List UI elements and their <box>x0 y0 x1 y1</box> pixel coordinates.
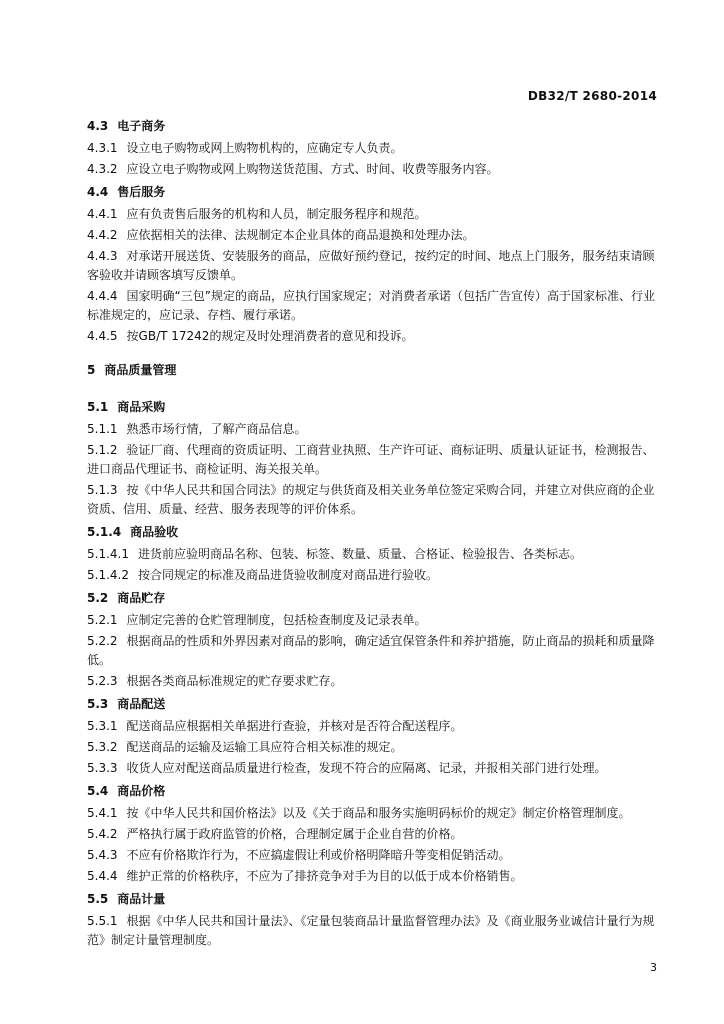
clause-number: 5.3.1 <box>87 719 118 733</box>
clause-paragraph <box>87 759 657 778</box>
clause-text: 按《中华人民共和国合同法》的规定与供货商及相关业务单位签定采购合同，并建立对供应商的企业资质、信用、质量、经营、服务表现等的评价体系。 <box>87 483 655 516</box>
clause-text: 应制定完善的仓贮管理制度，包括检查制度及记录表单。 <box>126 613 427 627</box>
clause-number: 5.1.4.2 <box>87 568 129 582</box>
clause-number: 4.3.2 <box>87 162 118 176</box>
clause-number: 5.1.3 <box>87 483 118 497</box>
clause-text: 不应有价格欺诈行为，不应搞虚假让利或价格明降暗升等变相促销活动。 <box>126 848 511 862</box>
clause-text: 国家明确“三包”规定的商品，应执行国家规定；对消费者承诺（包括广告宣传）高于国家标准、行业标准规定的，应记录、存档、履行承诺。 <box>87 289 655 322</box>
clause-number: 5.2.2 <box>87 634 118 648</box>
clause-number: 5 <box>87 363 96 377</box>
clause-number: 4.4.3 <box>87 249 118 263</box>
section-heading <box>87 523 657 542</box>
clause-number: 5.1 <box>87 400 109 414</box>
clause-paragraph <box>87 566 657 585</box>
clause-paragraph <box>87 912 657 950</box>
clause-number: 5.4.1 <box>87 806 118 820</box>
clause-number: 4.4.4 <box>87 289 118 303</box>
clause-paragraph <box>87 287 657 325</box>
clause-number: 5.1.2 <box>87 443 118 457</box>
clause-number: 5.4.2 <box>87 827 118 841</box>
document-body <box>87 117 657 950</box>
clause-number: 5.5 <box>87 892 109 906</box>
clause-text: 按GB/T 17242的规定及时处理消费者的意见和投诉。 <box>126 329 414 343</box>
clause-text: 根据《中华人民共和国计量法》、《定量包装商品计量监督管理办法》及《商业服务业诚信计量行为规范》制定计量管理制度。 <box>87 914 655 947</box>
clause-text: 对承诺开展送货、安装服务的商品，应做好预约登记，按约定的时间、地点上门服务，服务结束请顾客验收并请顾客填写反馈单。 <box>87 249 655 282</box>
clause-number: 4.4.1 <box>87 207 118 221</box>
clause-paragraph <box>87 717 657 736</box>
clause-paragraph <box>87 441 657 479</box>
clause-paragraph <box>87 139 657 158</box>
clause-text: 商品配送 <box>117 697 166 711</box>
clause-number: 4.4.5 <box>87 329 118 343</box>
clause-paragraph <box>87 867 657 886</box>
section-heading <box>87 695 657 714</box>
clause-text: 应依据相关的法律、法规制定本企业具体的商品退换和处理办法。 <box>126 228 475 242</box>
clause-paragraph <box>87 545 657 564</box>
clause-paragraph <box>87 420 657 439</box>
page-number: 3 <box>650 961 657 974</box>
clause-number: 5.2 <box>87 591 109 605</box>
clause-number: 4.3 <box>87 119 109 133</box>
clause-number: 5.4.4 <box>87 869 118 883</box>
clause-paragraph <box>87 738 657 757</box>
clause-text: 进货前应验明商品名称、包装、标签、数量、质量、合格证、检验报告、各类标志。 <box>137 547 582 561</box>
clause-text: 严格执行属于政府监管的价格，合理制定属于企业自营的价格。 <box>126 827 463 841</box>
clause-text: 按合同规定的标准及商品进货验收制度对商品进行验收。 <box>137 568 438 582</box>
clause-text: 设立电子购物或网上购物机构的，应确定专人负责。 <box>126 141 403 155</box>
clause-number: 5.1.1 <box>87 422 118 436</box>
clause-text: 熟悉市场行情，了解产商品信息。 <box>126 422 307 436</box>
clause-text: 电子商务 <box>117 119 166 133</box>
section-heading <box>87 361 657 380</box>
clause-text: 应有负责售后服务的机构和人员，制定服务程序和规范。 <box>126 207 427 221</box>
clause-number: 5.1.4.1 <box>87 547 129 561</box>
clause-number: 5.4.3 <box>87 848 118 862</box>
clause-paragraph <box>87 327 657 346</box>
clause-text: 按《中华人民共和国价格法》以及《关于商品和服务实施明码标价的规定》制定价格管理制度。 <box>126 806 631 820</box>
clause-text: 商品计量 <box>117 892 166 906</box>
clause-text: 配送商品的运输及运输工具应符合相关标准的规定。 <box>126 740 403 754</box>
clause-number: 4.4 <box>87 185 109 199</box>
clause-text: 售后服务 <box>117 185 166 199</box>
clause-text: 商品价格 <box>117 784 166 798</box>
clause-number: 5.2.1 <box>87 613 118 627</box>
clause-number: 5.3.3 <box>87 761 118 775</box>
clause-number: 5.1.4 <box>87 525 122 539</box>
clause-number: 4.4.2 <box>87 228 118 242</box>
clause-paragraph <box>87 226 657 245</box>
section-heading <box>87 589 657 608</box>
clause-text: 根据商品的性质和外界因素对商品的影响，确定适宜保管条件和养护措施，防止商品的损耗和质量降低。 <box>87 634 655 667</box>
section-heading <box>87 183 657 202</box>
clause-number: 4.3.1 <box>87 141 118 155</box>
clause-paragraph <box>87 611 657 630</box>
clause-number: 5.5.1 <box>87 914 118 928</box>
standard-code: DB32/T 2680-2014 <box>527 89 657 103</box>
clause-paragraph <box>87 160 657 179</box>
clause-text: 根据各类商品标准规定的贮存要求贮存。 <box>126 674 343 688</box>
clause-number: 5.3.2 <box>87 740 118 754</box>
section-heading <box>87 398 657 417</box>
clause-number: 5.3 <box>87 697 109 711</box>
clause-number: 5.2.3 <box>87 674 118 688</box>
clause-text: 应设立电子购物或网上购物送货范围、方式、时间、收费等服务内容。 <box>126 162 499 176</box>
clause-paragraph <box>87 632 657 670</box>
section-heading <box>87 890 657 909</box>
clause-paragraph <box>87 846 657 865</box>
clause-paragraph <box>87 672 657 691</box>
clause-paragraph <box>87 247 657 285</box>
section-heading <box>87 782 657 801</box>
clause-text: 验证厂商、代理商的资质证明、工商营业执照、生产许可证、商标证明、质量认证证书，检测报告、进口商品代理证书、商检证明、海关报关单。 <box>87 443 655 476</box>
section-heading <box>87 117 657 136</box>
clause-number: 5.4 <box>87 784 109 798</box>
clause-text: 维护正常的价格秩序，不应为了排挤竞争对手为目的以低于成本价格销售。 <box>126 869 523 883</box>
clause-text: 商品质量管理 <box>104 363 177 377</box>
clause-paragraph <box>87 804 657 823</box>
clause-paragraph <box>87 205 657 224</box>
clause-text: 配送商品应根据相关单据进行查验，并核对是否符合配送程序。 <box>126 719 463 733</box>
clause-text: 商品采购 <box>117 400 166 414</box>
clause-text: 收货人应对配送商品质量进行检查，发现不符合的应隔离、记录，并报相关部门进行处理。 <box>126 761 607 775</box>
clause-text: 商品贮存 <box>117 591 166 605</box>
clause-text: 商品验收 <box>130 525 179 539</box>
clause-paragraph <box>87 825 657 844</box>
clause-paragraph <box>87 481 657 519</box>
